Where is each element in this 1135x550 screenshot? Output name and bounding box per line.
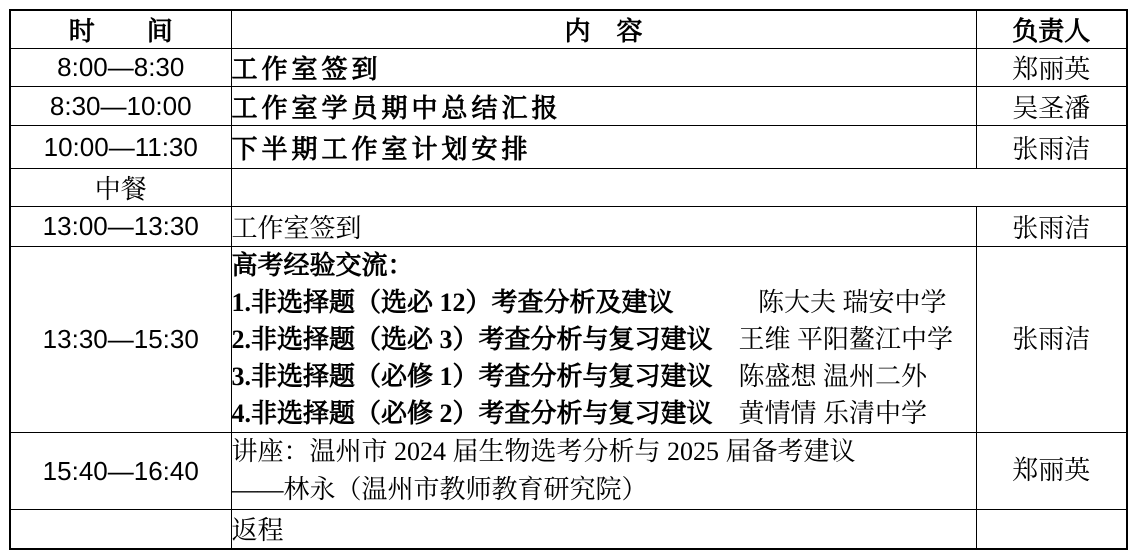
session-topic: 1.非选择题（选必 12）考查分析及建议 (231, 288, 674, 317)
time-cell: 10:00—11:30 (10, 126, 231, 169)
content-cell-merged (231, 169, 1127, 207)
session-topic: 2.非选择题（选必 3）考查分析与复习建议 (231, 325, 713, 354)
content-cell: 下半期工作室计划安排 (231, 126, 976, 169)
time-cell: 13:30—15:30 (10, 247, 231, 433)
session-line (232, 358, 976, 395)
time-cell (10, 510, 231, 549)
person-cell: 吴圣潘 (976, 87, 1127, 126)
session-title (232, 247, 976, 284)
header-time: 时 间 (10, 10, 231, 49)
time-cell: 8:00—8:30 (10, 49, 231, 87)
content-cell: 工作室签到 (231, 207, 976, 247)
person-cell: 张雨洁 (976, 207, 1127, 247)
table-row (10, 87, 1127, 126)
content-cell (231, 433, 976, 510)
lecture-line: ——林永（温州市教师教育研究院） (231, 475, 648, 504)
time-cell: 8:30—10:00 (10, 87, 231, 126)
session-title-text: 高考经验交流： (231, 251, 414, 280)
speaker-name: 王维 平阳鳌江中学 (712, 325, 954, 354)
schedule-document (9, 9, 1128, 550)
table-row (10, 49, 1127, 87)
table-row-lecture (10, 433, 1127, 510)
schedule-table (9, 9, 1128, 550)
person-cell: 张雨洁 (976, 126, 1127, 169)
header-content: 内 容 (231, 10, 976, 49)
content-cell (231, 247, 976, 433)
session-topic: 4.非选择题（必修 2）考查分析与复习建议 (231, 399, 713, 428)
session-line (232, 395, 976, 432)
person-cell: 郑丽英 (976, 49, 1127, 87)
table-row (10, 207, 1127, 247)
table-row (10, 126, 1127, 169)
session-line (232, 321, 976, 358)
person-cell (976, 510, 1127, 549)
time-cell: 15:40—16:40 (10, 433, 231, 510)
table-row (10, 510, 1127, 549)
session-topic: 3.非选择题（必修 1）考查分析与复习建议 (231, 362, 713, 391)
header-row (10, 10, 1127, 49)
content-cell: 工作室学员期中总结汇报 (231, 87, 976, 126)
content-cell: 返程 (231, 510, 976, 549)
time-cell: 13:00—13:30 (10, 207, 231, 247)
time-cell: 中餐 (10, 169, 231, 207)
speaker-name: 黄情情 乐清中学 (712, 399, 928, 428)
table-row-session (10, 247, 1127, 433)
speaker-name: 陈大夫 瑞安中学 (673, 288, 947, 317)
content-cell: 工作室签到 (231, 49, 976, 87)
lecture-line: 讲座：温州市 2024 届生物选考分析与 2025 届备考建议 (231, 437, 856, 466)
person-cell: 郑丽英 (976, 433, 1127, 510)
person-cell: 张雨洁 (976, 247, 1127, 433)
table-row-lunch (10, 169, 1127, 207)
header-person: 负责人 (976, 10, 1127, 49)
speaker-name: 陈盛想 温州二外 (712, 362, 928, 391)
session-line (232, 284, 976, 321)
